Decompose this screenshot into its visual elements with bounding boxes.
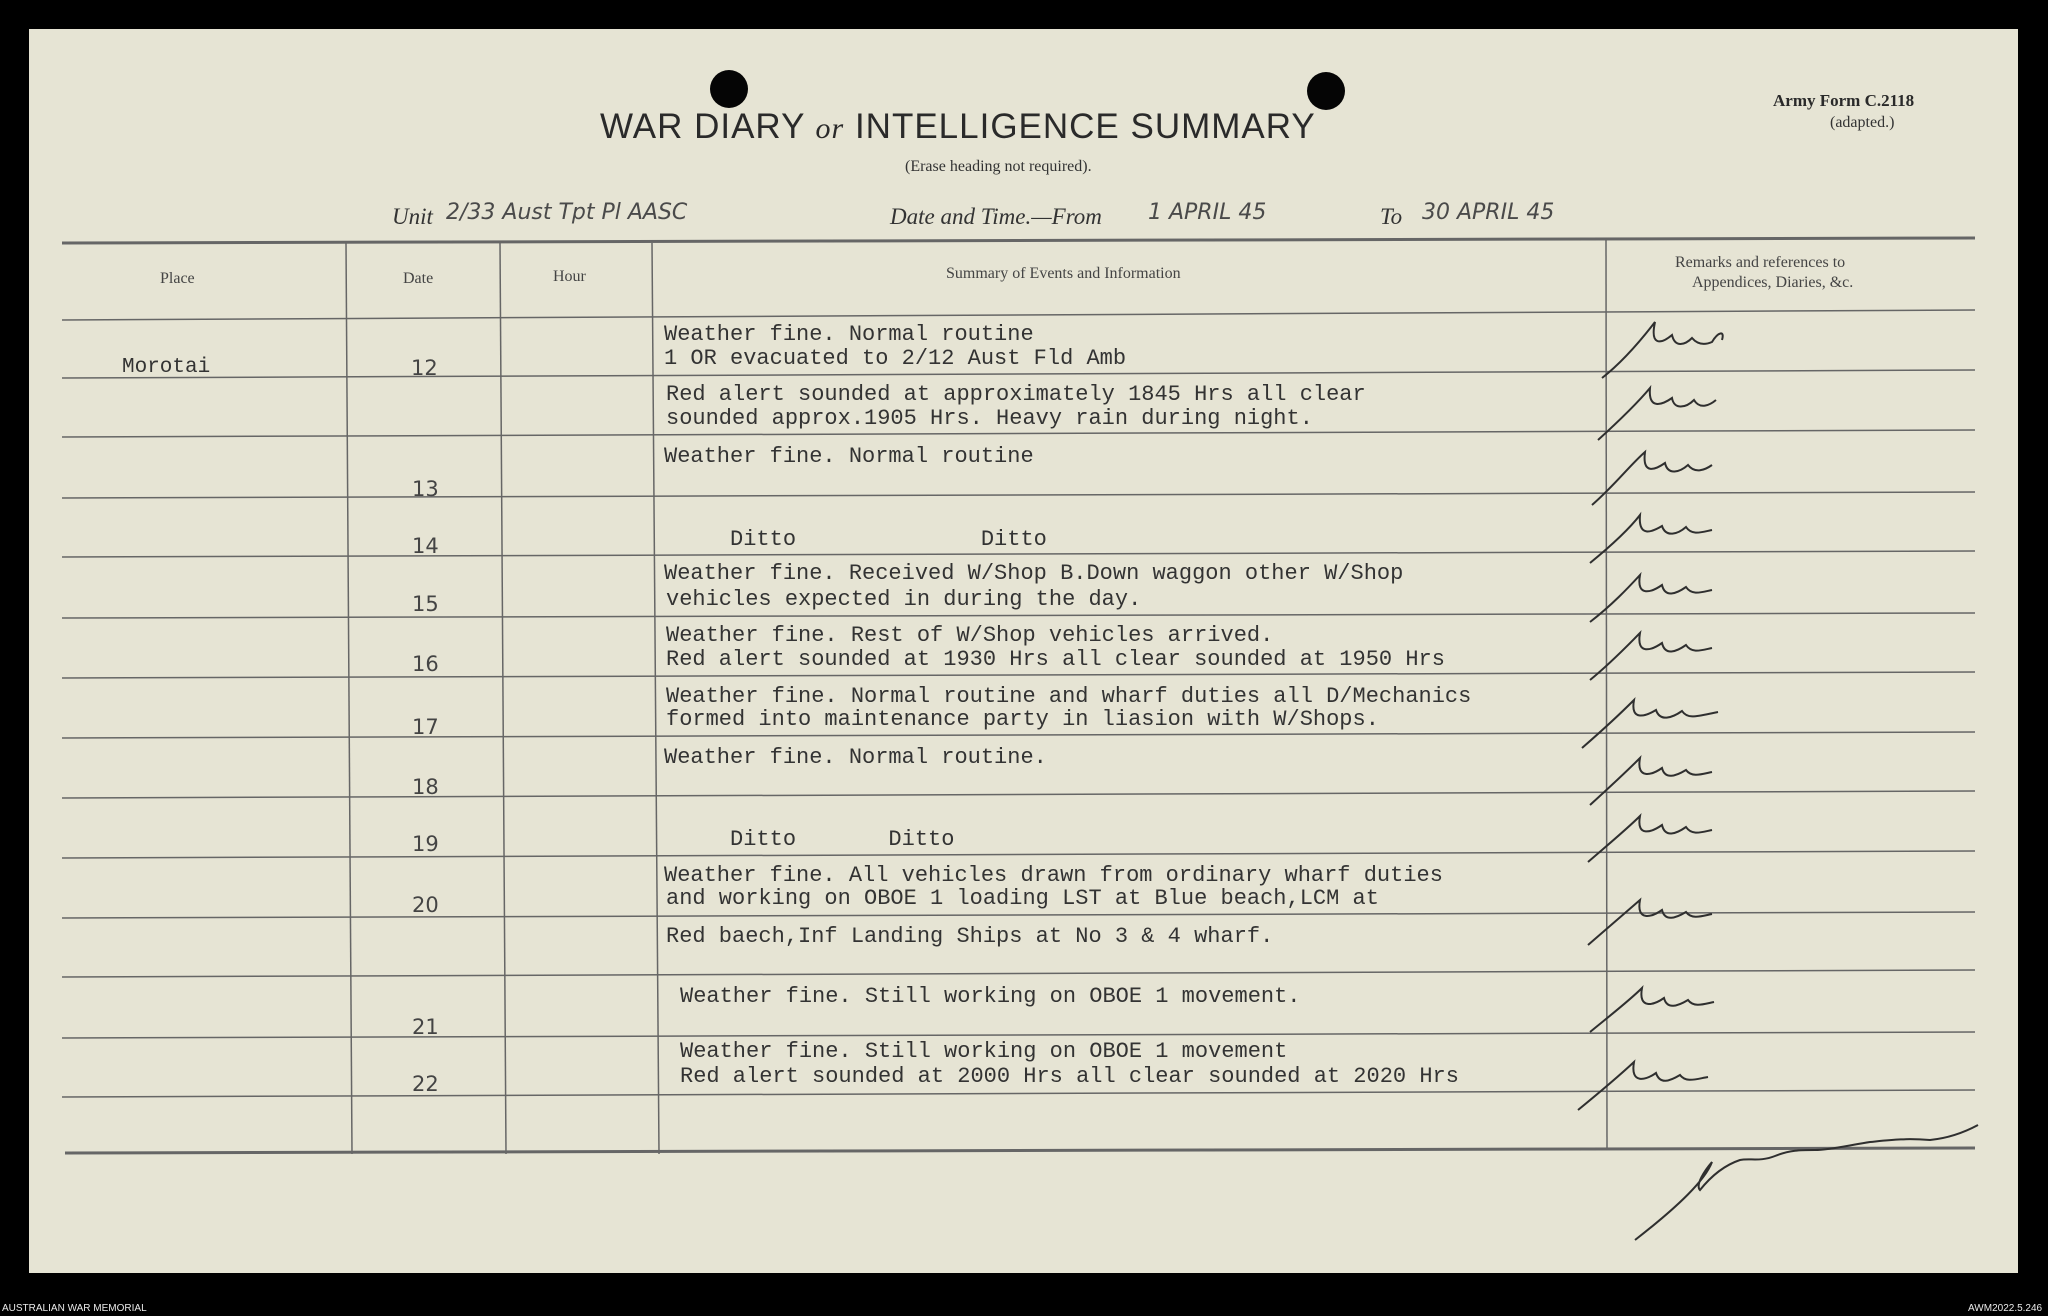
date-cell: 18: [412, 775, 439, 799]
header-hour: Hour: [553, 268, 586, 285]
summary-line: Weather fine. All vehicles drawn from ordinary wharf duties: [664, 863, 1443, 888]
date-cell: 14: [412, 534, 439, 558]
date-cell: 12: [411, 356, 438, 380]
date-time-label: Date and Time.—From: [890, 204, 1102, 229]
summary-line: Ditto Ditto: [664, 827, 955, 852]
summary-line: Weather fine. Normal routine: [664, 444, 1034, 469]
summary-line: and working on OBOE 1 loading LST at Blue beach,LCM at: [666, 886, 1379, 911]
form-title: WAR DIARY or INTELLIGENCE SUMMARY: [600, 107, 1316, 146]
summary-line: Red alert sounded at approximately 1845 Hrs all clear: [666, 382, 1366, 407]
header-remarks-line2: Appendices, Diaries, &c.: [1692, 274, 1854, 291]
summary-line: 1 OR evacuated to 2/12 Aust Fld Amb: [664, 346, 1127, 371]
erase-note: (Erase heading not required).: [905, 158, 1092, 175]
date-cell: 15: [412, 592, 439, 616]
date-cell: 17: [412, 715, 439, 739]
place-cell: Morotai: [122, 356, 211, 379]
date-cell: 21: [412, 1015, 439, 1039]
summary-line: Red baech,Inf Landing Ships at No 3 & 4 wharf.: [666, 924, 1274, 949]
header-place: Place: [160, 270, 195, 287]
unit-label: Unit: [392, 204, 433, 229]
date-cell: 19: [412, 832, 439, 856]
army-form-number: Army Form C.2118: [1773, 91, 1915, 110]
summary-line: Red alert sounded at 1930 Hrs all clear sounded at 1950 Hrs: [666, 647, 1445, 672]
from-value: 1 APRIL 45: [1148, 200, 1267, 225]
summary-line: Weather fine. Still working on OBOE 1 movement.: [680, 984, 1301, 1009]
summary-line: Ditto Ditto: [664, 527, 1047, 552]
summary-line: sounded approx.1905 Hrs. Heavy rain during night.: [666, 406, 1313, 431]
summary-line: Weather fine. Still working on OBOE 1 movement: [680, 1039, 1288, 1064]
summary-line: vehicles expected in during the day.: [666, 587, 1142, 612]
footer-credit: AUSTRALIAN WAR MEMORIAL: [2, 1303, 147, 1314]
header-summary: Summary of Events and Information: [946, 265, 1181, 282]
summary-line: Weather fine. Rest of W/Shop vehicles arrived.: [666, 623, 1274, 648]
summary-line: Red alert sounded at 2000 Hrs all clear sounded at 2020 Hrs: [680, 1064, 1459, 1089]
summary-line: Weather fine. Received W/Shop B.Down waggon other W/Shop: [664, 561, 1404, 586]
date-cell: 16: [412, 652, 439, 676]
footer-reference: AWM2022.5.246: [1968, 1303, 2043, 1314]
header-remarks-line1: Remarks and references to: [1675, 254, 1846, 271]
summary-line: Weather fine. Normal routine: [664, 322, 1034, 347]
date-cell: 20: [412, 893, 439, 917]
summary-line: formed into maintenance party in liasion with W/Shops.: [666, 707, 1379, 732]
header-date: Date: [403, 270, 434, 287]
adapted-note: (adapted.): [1830, 114, 1895, 131]
unit-value: 2/33 Aust Tpt Pl AASC: [446, 200, 688, 225]
summary-line: Weather fine. Normal routine and wharf duties all D/Mechanics: [666, 684, 1472, 709]
date-cell: 22: [412, 1072, 439, 1096]
to-label: To: [1380, 204, 1403, 229]
date-cell: 13: [412, 477, 439, 501]
to-value: 30 APRIL 45: [1422, 200, 1555, 225]
summary-line: Weather fine. Normal routine.: [664, 745, 1047, 770]
